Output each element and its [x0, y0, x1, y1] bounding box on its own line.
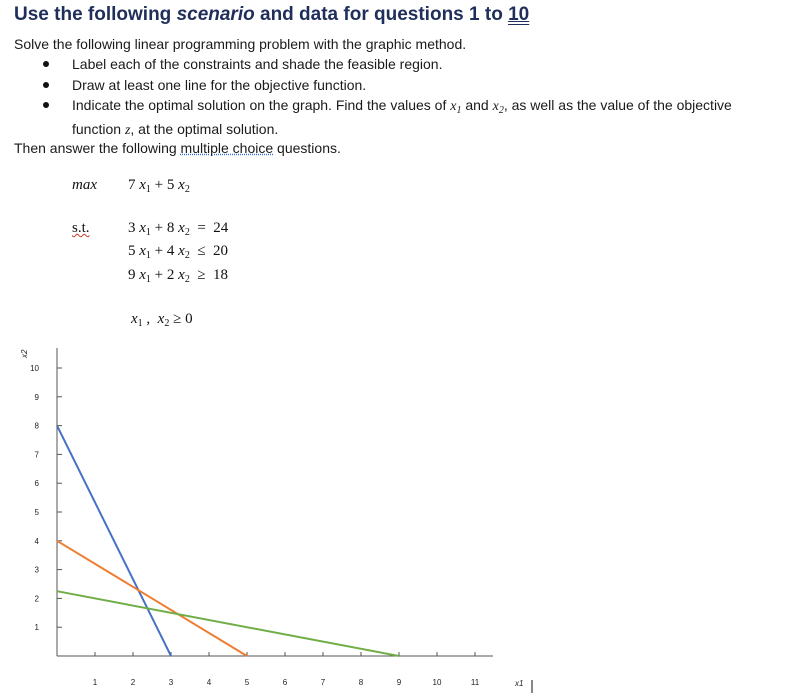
y-tick-label: 9: [34, 392, 39, 402]
x-tick-label: 6: [282, 678, 288, 687]
y-tick-label: 2: [34, 594, 39, 604]
intro-text: Solve the following linear programming problem with the graphic method.: [14, 36, 467, 52]
constraint-line-1: [57, 426, 171, 656]
y-tick-label: 5: [34, 508, 39, 517]
heading-middle: and data for questions 1 to: [254, 4, 509, 25]
bullet-3-cont-text: function: [72, 121, 122, 137]
bullet-item-2: Draw at least one line for the objective function.: [72, 77, 367, 93]
bullet-3-tail: , as well as the value of the objective: [503, 97, 732, 113]
x-tick-label: 4: [206, 678, 212, 687]
bullet-3-and: and: [465, 97, 489, 113]
objective-label: max: [72, 177, 97, 193]
heading-prefix: Use the following: [14, 4, 177, 25]
y-tick-label: 1: [34, 623, 39, 633]
constraint-line-2: [57, 541, 247, 656]
x-axis-label: x1: [515, 679, 524, 688]
constraint-1: 3 $x_1 + 8$ $x_2 = 24$: [128, 220, 229, 238]
y-tick-label: 3: [34, 565, 39, 575]
outro-after: questions.: [273, 140, 341, 156]
y-tick-label: 4: [34, 536, 39, 546]
var-x2: $x_2$: [492, 99, 504, 116]
var-z: z: [124, 123, 131, 138]
outro-link: multiple choice: [180, 140, 274, 156]
x-tick-label: 11: [470, 678, 480, 687]
y-tick-label: 6: [34, 479, 39, 489]
bullet-3-text: Indicate the optimal solution on the graph. Find the values of: [72, 97, 447, 113]
x-tick-label: 9: [396, 678, 402, 687]
y-tick-label: 7: [34, 450, 39, 460]
constraint-2: 5 $x_1 + 4$ $x_2 \le 20$: [128, 243, 229, 261]
x-tick-label: 8: [358, 678, 364, 687]
outro-before: Then answer the following: [14, 140, 181, 156]
var-x1: $x_1$: [450, 99, 462, 116]
nonnegativity: $x_1$ , $x_2 \ge 0$: [131, 311, 193, 329]
bullet-3-cont-tail: , at the optimal solution.: [130, 121, 279, 137]
x-tick-label: 2: [130, 678, 136, 687]
x-tick-label: 10: [432, 678, 442, 687]
x-tick-label: 1: [92, 678, 98, 687]
constraint-3: 9 $x_1 + 2$ $x_2 \ge 18$: [128, 267, 229, 285]
y-tick-label: 10: [30, 364, 39, 373]
heading-emphasis: scenario: [176, 4, 255, 25]
objective-function: 7 $x_1 + 5$ $x_2$: [128, 177, 190, 195]
x-tick-label: 7: [320, 678, 326, 687]
bullet-item-1: Label each of the constraints and shade the feasible region.: [72, 56, 443, 72]
x-tick-label: 5: [244, 678, 250, 687]
st-label-text: s.t.: [72, 220, 90, 236]
heading-number: 10: [508, 4, 530, 25]
constraint-line-3: [57, 591, 399, 656]
x-tick-label: 3: [168, 678, 174, 687]
y-axis-label: x2: [20, 349, 29, 358]
y-tick-label: 8: [34, 421, 39, 431]
